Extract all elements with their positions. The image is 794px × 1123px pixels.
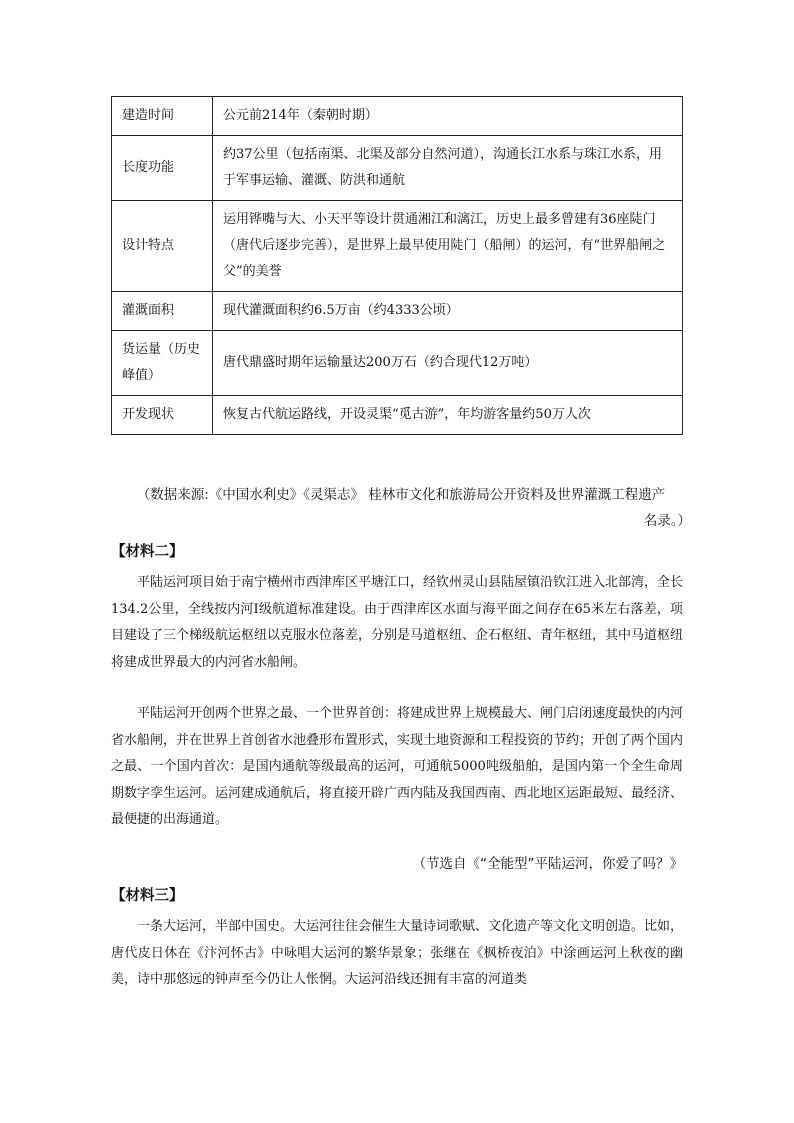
row-value: 恢复古代航运路线，开设灵渠“觅古游”，年均游客量约50万人次 (213, 396, 683, 435)
table-row (112, 292, 683, 331)
table-row (112, 331, 683, 396)
grand-canal-info-table (111, 96, 683, 435)
material-2-paragraph-1: 平陆运河项目始于南宁横州市西津库区平塘江口，经钦州灵山县陆屋镇沿钦江进入北部湾，全长134.2公里，全线按内河Ⅰ级航道标准建设。由于西津库区水面与海平面之间存在65米左右落差，项目建设了三个梯级航运枢纽以克服水位落差，分别是马道枢纽、企石枢纽、青年枢纽，其中马道枢纽将建成世界最大的内河省水船闸。 (111, 575, 684, 670)
row-value: 约37公里（包括南渠、北渠及部分自然河道），沟通长江水系与珠江水系，用于军事运输、灌溉、防洪和通航 (213, 136, 683, 201)
material-2-paragraph-2: 平陆运河开创两个世界之最、一个世界首创：将建成世界上规模最大、闸门启闭速度最快的内河省水船闸，并在世界上首创省水池叠形布置形式，实现土地资源和工程投资的节约；开创了两个国内之最、一个国内首次：是国内通航等级最高的运河，可通航5000吨级船舶，是国内第一个全生命周期数字孪生运河。运河建成通航后，将直接开辟广西内陆及我国西南、西北地区运距最短、最经济、最便捷的出海通道。 (111, 706, 684, 827)
row-value: 运用铧嘴与大、小天平等设计贯通湘江和漓江，历史上最多曾建有36座陡门（唐代后逐步完善），是世界上最早使用陡门（船闸）的运河，有“世界船闸之父”的美誉 (213, 201, 683, 292)
table-row (112, 396, 683, 435)
row-key: 建造时间 (112, 97, 213, 136)
row-key: 货运量（历史峰值） (112, 331, 213, 396)
row-value: 现代灌溉面积约6.5万亩（约4333公顷） (213, 292, 683, 331)
source-line-1: （数据来源:《中国水利史》《灵渠志》 桂林市文化和旅游局公开资料及世界灌溉工程遗产 (136, 487, 666, 503)
material-2-heading: 【材料二】 (111, 544, 184, 560)
material-3-paragraph-1: 一条大运河，半部中国史。大运河往往会催生大量诗词歌赋、文化遗产等文化文明创造。比如，唐代皮日休在《汴河怀古》中咏唱大运河的繁华景象；张继在《枫桥夜泊》中涂画运河上秋夜的幽美，诗中那悠远的钟声至今仍让人怅惘。大运河沿线还拥有丰富的河道类 (111, 919, 684, 987)
row-key: 开发现状 (112, 396, 213, 435)
table-row (112, 136, 683, 201)
material-3-heading: 【材料三】 (111, 888, 184, 904)
row-value: 唐代鼎盛时期年运输量达200万石（约合现代12万吨） (213, 331, 683, 396)
table-row (112, 97, 683, 136)
source-line-2: 名录。） (643, 513, 691, 529)
table-row (112, 201, 683, 292)
row-key: 长度功能 (112, 136, 213, 201)
row-value: 公元前214年（秦朝时期） (213, 97, 683, 136)
data-source-note (111, 482, 691, 534)
row-key: 设计特点 (112, 201, 213, 292)
material-2-citation: （节选自《“全能型”平陆运河，你爱了吗？》 (412, 856, 683, 872)
row-key: 灌溉面积 (112, 292, 213, 331)
